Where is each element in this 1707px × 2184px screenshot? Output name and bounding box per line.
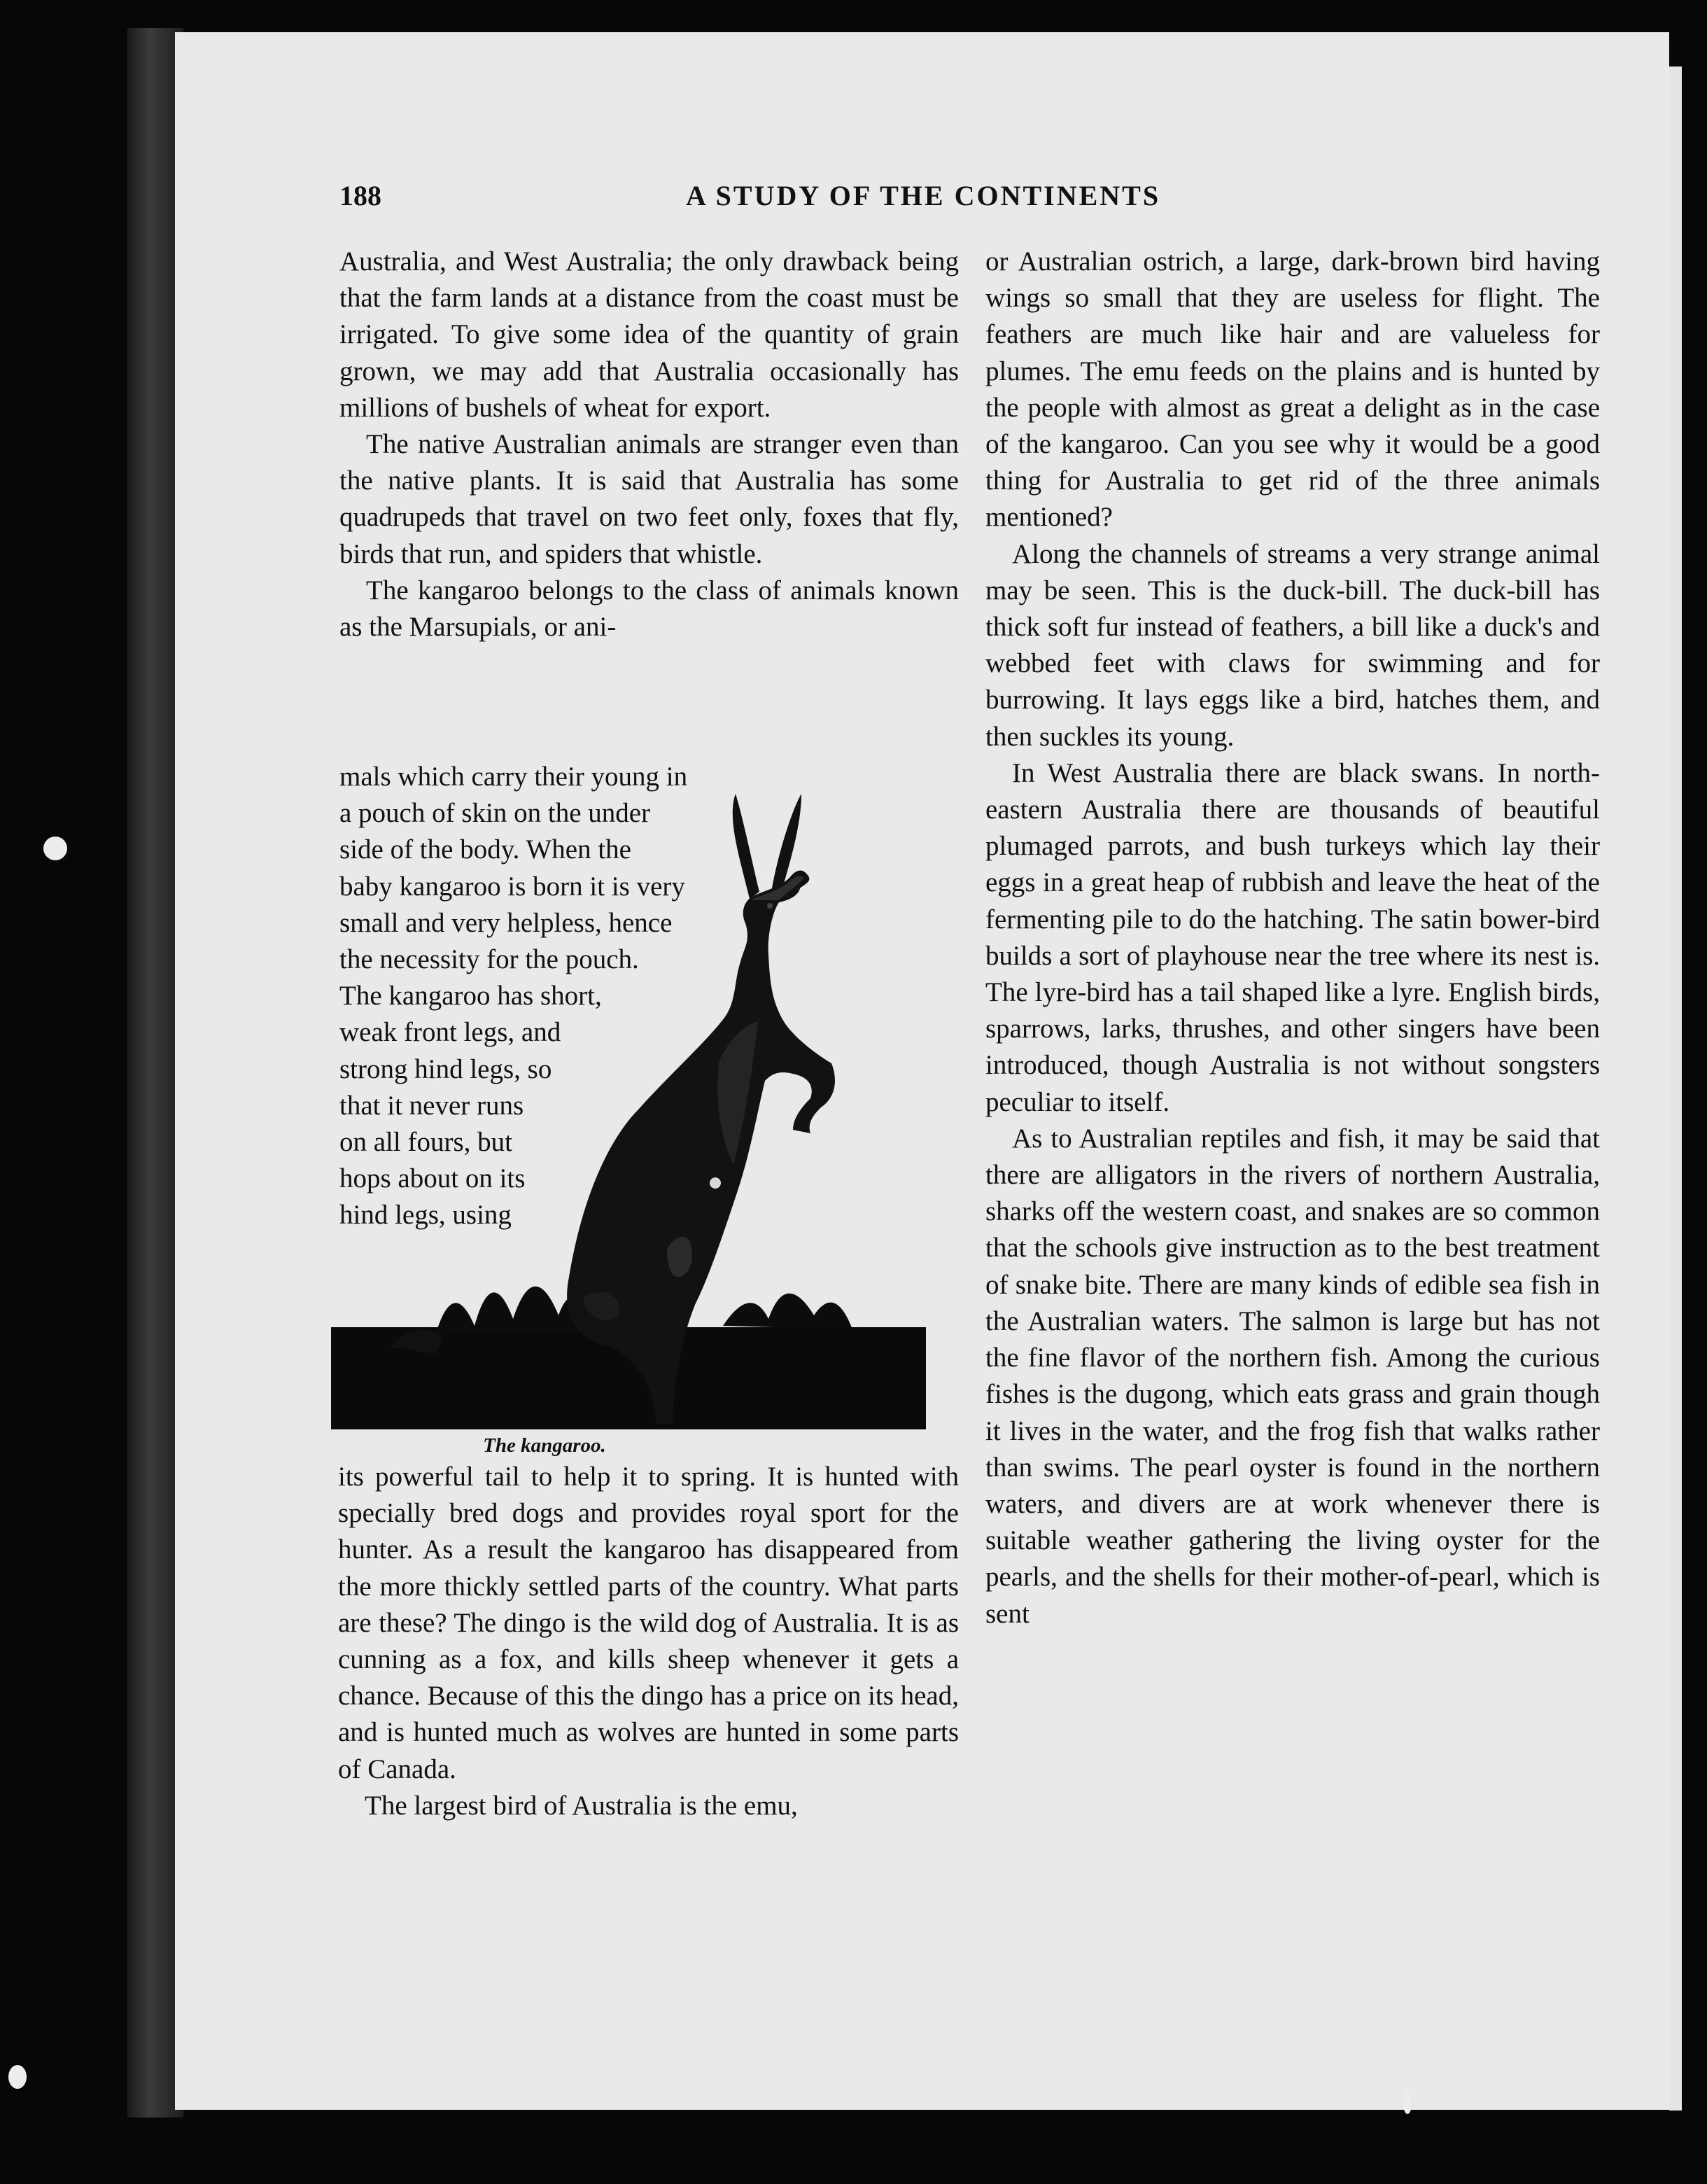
- page-number: 188: [339, 180, 381, 211]
- right-column: [985, 244, 1600, 1632]
- figure-caption: The kangaroo.: [483, 1434, 606, 1457]
- paragraph: or Australian ostrich, a large, dark-brown bird having wings so small that they are useless for flight. The feathers are much like hair and are valueless for plumes. The emu feeds on the plains and is hunted by the people with almost as great a delight as in the case of the kangaroo. Can you see why it would be a good thing for Australia to get rid of the three animals mentioned?: [985, 246, 1600, 533]
- text-line: hind legs, using: [339, 1200, 512, 1231]
- paragraph: Australia, and West Australia; the only drawback being that the farm lands at a distance from the coast must be irrigated. To give some idea of the quantity of grain grown, we may add that Australia occasionally has millions of bushels of wheat for export.: [339, 246, 959, 423]
- text-line: The kangaroo has short,: [339, 981, 602, 1011]
- paragraph: The kangaroo belongs to the class of animals known as the Marsupials, or ani-: [339, 575, 959, 643]
- text-line: strong hind legs, so: [339, 1054, 552, 1084]
- scan-speck: [1403, 2093, 1412, 2114]
- text-line: hops about on its: [339, 1163, 526, 1194]
- kangaroo-illustration: [331, 745, 926, 1429]
- paragraph: As to Australian reptiles and fish, it may be said that there are alligators in the rivers of northern Australia, sharks off the western coast, and snakes are so common that the schools give instruction as to the best treatment of snake bite. There are many kinds of edible sea fish in the Australian waters. The salmon is large but has not the fine flavor of the northern fish. Among the curious fishes is the dugong, which eats grass and grain though it lives in the water, and the frog fish that walks rather than swims. The pearl oyster is found in the northern waters, and divers are at work whenever there is suitable weather gathering the living oyster for the pearls, and the shells for their mother-of-pearl, which is sent: [985, 1123, 1600, 1629]
- paragraph: Along the channels of streams a very strange animal may be seen. This is the duck-bill. The duck-bill has thick soft fur instead of feathers, a bill like a duck's and webbed feet with claws for swimming and for burrowing. It lays eggs like a bird, hatches them, and then suckles its young.: [985, 538, 1600, 752]
- text-line: the necessity for the pouch.: [339, 944, 639, 975]
- text-line: side of the body. When the: [339, 834, 631, 865]
- running-header: [175, 179, 1669, 221]
- running-title: A STUDY OF THE CONTINENTS: [686, 180, 1161, 211]
- text-line: small and very helpless, hence: [339, 907, 673, 938]
- book-page: [175, 32, 1669, 2110]
- text-line: baby kangaroo is born it is very: [339, 871, 685, 902]
- text-line: on all fours, but: [339, 1127, 512, 1158]
- scan-speck: [8, 2065, 27, 2089]
- scan-speck: [43, 836, 67, 860]
- text-line: weak front legs, and: [339, 1017, 561, 1048]
- left-column-bottom: [338, 1459, 959, 1824]
- paragraph: its powerful tail to help it to spring. It is hunted with specially bred dogs and provides royal sport for the hunter. As a result the kangaroo has disappeared from the more thickly settled parts of the country. What parts are these? The dingo is the wild dog of Australia. It is as cunning as a fox, and kills sheep whenever it gets a chance. Because of this the dingo has a price on its head, and is hunted much as wolves are hunted in some parts of Canada.: [338, 1462, 959, 1784]
- opposite-page-edge: [1669, 66, 1682, 2110]
- paragraph: In West Australia there are black swans. In north-eastern Australia there are thousands of beautiful plumaged parrots, and bush turkeys which lay their eggs in a great heap of rubbish and leave the heat of the fermenting pile to do the hatching. The satin bower-bird builds a sort of playhouse near the tree where its nest is. The lyre-bird has a tail shaped like a lyre. English birds, sparrows, larks, thrushes, and other singers have been introduced, though Australia is not without songsters peculiar to itself.: [985, 757, 1600, 1117]
- left-column-top: [339, 244, 959, 645]
- text-line: a pouch of skin on the under: [339, 798, 651, 829]
- paragraph: The largest bird of Australia is the emu,: [365, 1790, 798, 1821]
- text-line: that it never runs: [339, 1090, 524, 1121]
- text-line: mals which carry their young in: [339, 762, 688, 792]
- paragraph: The native Australian animals are stranger even than the native plants. It is said that Australia has some quadrupeds that travel on two feet only, foxes that fly, birds that run, and spiders that whistle.: [339, 429, 959, 569]
